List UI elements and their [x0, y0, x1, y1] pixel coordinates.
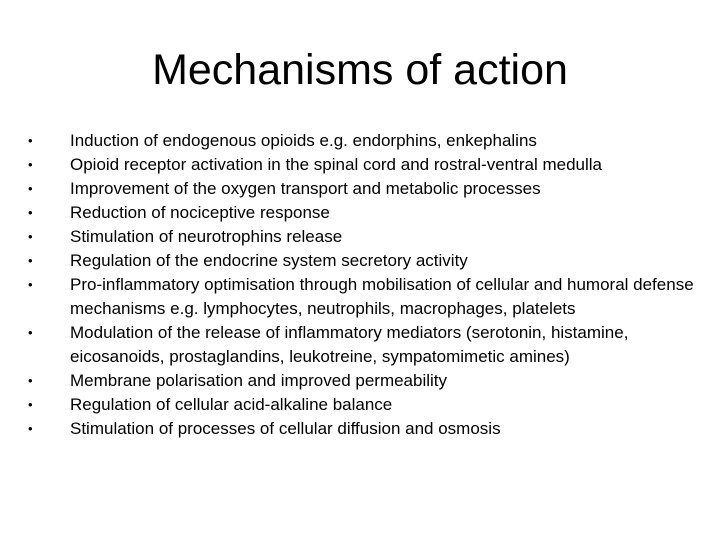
bullet-text: Induction of endogenous opioids e.g. endorphins, enkephalins: [70, 131, 537, 150]
bullet-icon: •: [28, 181, 33, 196]
bullet-icon: •: [28, 157, 33, 172]
bullet-text: Stimulation of processes of cellular diffusion and osmosis: [70, 419, 501, 438]
bullet-text: Regulation of cellular acid-alkaline balance: [70, 395, 393, 414]
bullet-item: [0, 321, 720, 369]
bullet-icon: •: [28, 229, 33, 244]
bullet-icon: •: [28, 133, 33, 148]
bullet-text: Pro-inflammatory optimisation through mobilisation of cellular and humoral defense mechanisms e.g. lymphocytes, neutrophils, macrophages, platelets: [70, 275, 694, 318]
slide-title: Mechanisms of action: [152, 46, 568, 94]
bullet-text: Stimulation of neurotrophins release: [70, 227, 343, 246]
bullet-item: [0, 153, 720, 177]
bullet-item: [0, 369, 720, 393]
bullet-item: [0, 177, 720, 201]
bullet-item: [0, 249, 720, 273]
bullet-icon: •: [28, 373, 33, 388]
bullet-text: Regulation of the endocrine system secretory activity: [70, 251, 468, 270]
bullet-text: Improvement of the oxygen transport and metabolic processes: [70, 179, 541, 198]
bullet-text: Reduction of nociceptive response: [70, 203, 330, 222]
bullet-item: [0, 225, 720, 249]
bullet-item: [0, 273, 720, 321]
bullet-list: [0, 129, 720, 441]
bullet-icon: •: [28, 421, 33, 436]
bullet-text: Modulation of the release of inflammatory mediators (serotonin, histamine, eicosanoids, prostaglandins, leukotreine, sympatomimetic amines): [70, 323, 629, 366]
bullet-icon: •: [28, 397, 33, 412]
bullet-text: Opioid receptor activation in the spinal cord and rostral-ventral medulla: [70, 155, 602, 174]
bullet-item: [0, 129, 720, 153]
bullet-item: [0, 417, 720, 441]
bullet-item: [0, 201, 720, 225]
bullet-icon: •: [28, 325, 33, 340]
bullet-icon: •: [28, 205, 33, 220]
bullet-icon: •: [28, 277, 33, 292]
bullet-icon: •: [28, 253, 33, 268]
bullet-item: [0, 393, 720, 417]
bullet-text: Membrane polarisation and improved permeability: [70, 371, 448, 390]
